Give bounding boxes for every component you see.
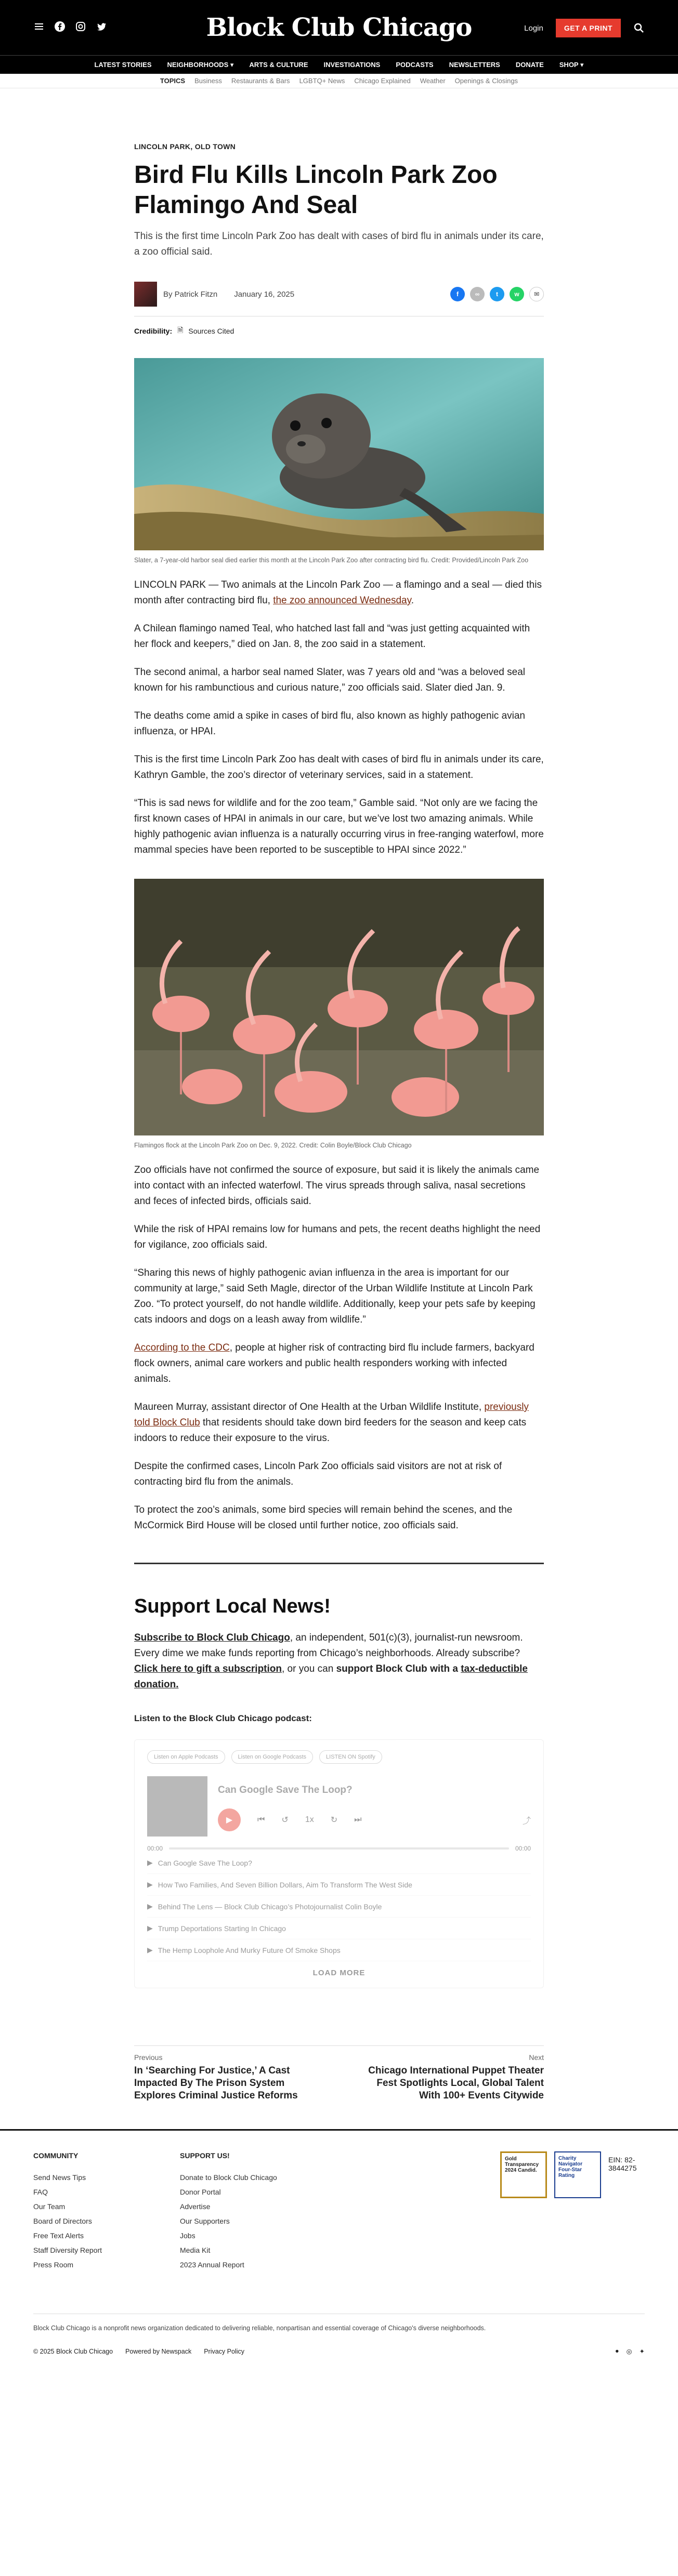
episode-title: Can Google Save The Loop? [218,1785,353,1795]
twitter-icon[interactable]: ✦ [639,2348,645,2355]
footer-link[interactable]: FAQ [33,2188,48,2196]
candid-seal[interactable]: Gold Transparency 2024 Candid. [500,2151,547,2198]
topic-link[interactable]: Business [194,77,222,85]
episode-label: How Two Families, And Seven Billion Dollars, Aim To Transform The West Side [158,1880,412,1889]
footer-link[interactable]: Media Kit [180,2246,211,2254]
next-label: Next [529,2053,544,2062]
previous-label: Previous [134,2053,163,2062]
block-club-previous-link[interactable]: previously told Block Club [134,1402,529,1428]
author-name[interactable]: By Patrick Fitzn [163,289,218,299]
credibility-row [134,325,544,337]
login-link[interactable]: Login [524,23,543,33]
footer-link[interactable]: Free Text Alerts [33,2231,84,2240]
support-title: Support Local News! [134,1595,331,1617]
podcast-heading: Listen to the Block Club Chicago podcast: [134,1713,312,1723]
topic-link[interactable]: Weather [420,77,446,85]
topics-bar [0,74,678,88]
topic-link[interactable]: Openings & Closings [454,77,518,85]
footer-mission: Block Club Chicago is a nonprofit news organization dedicated to delivering reliable, nonpartisan and essential coverage of Chicago's diverse neighborhoods. [33,2314,645,2332]
instagram-icon[interactable] [75,21,86,32]
paragraph: “Sharing this news of highly pathogenic avian influenza in the area is important for our community at large,” said Seth Magle, director of the Urban Wildlife Institute at Lincoln Park Zoo. “To protect yourself, do not handle wildlife. Additionally, keep your pets safe by keeping cats indoors and dogs on a leash away from wildlife.” [134,1267,536,1325]
time-total: 00:00 [515,1845,531,1852]
email-share-icon[interactable]: ✉ [529,287,544,301]
instagram-icon[interactable]: ◎ [626,2348,632,2355]
nav-podcasts[interactable]: PODCASTS [396,61,434,69]
text: support Block Club with a [336,1663,461,1674]
charity-navigator-seal[interactable]: Charity Navigator Four-Star Rating [554,2151,601,2198]
whatsapp-share-icon[interactable]: w [510,287,524,301]
spotify-badge[interactable]: LISTEN ON Spotify [319,1750,382,1764]
twitter-icon[interactable] [96,21,107,32]
get-print-button[interactable]: GET A PRINT [556,19,621,37]
next-post[interactable] [357,2053,544,2102]
text: that residents should take down bird feeders for the season and keep cats indoors to reduce their exposure to the virus. [134,1417,527,1444]
search-icon[interactable] [633,22,645,34]
flamingo-photo [134,879,544,1135]
apple-podcasts-badge[interactable]: Listen on Apple Podcasts [147,1750,225,1764]
paragraph: While the risk of HPAI remains low for humans and pets, the recent deaths highlight the need for vigilance, zoo officials said. [134,1224,541,1250]
paragraph: To protect the zoo’s animals, some bird species will remain behind the scenes, and the McCormick Bird House will be closed until further notice, zoo officials said. [134,1504,513,1531]
previous-post[interactable] [134,2053,321,2102]
nav-neighborhoods[interactable]: NEIGHBORHOODS ▾ [167,60,234,69]
nav-investigations[interactable]: INVESTIGATIONS [323,61,381,69]
ein-number: EIN: 82-3844275 [608,2156,637,2172]
photo-caption: Slater, a 7-year-old harbor seal died earlier this month at the Lincoln Park Zoo after contracting bird flu. Credit: Provided/Lincoln Park Zoo [134,557,529,564]
paragraph [134,1399,544,1446]
sources-cited-icon: 🗎 [177,326,184,334]
text: , people at higher risk of contracting bird flu include farmers, backyard flock owners, animal care workers and public health responders working with infected animals. [134,1342,534,1384]
facebook-share-icon[interactable]: f [450,287,465,301]
publish-date: January 16, 2025 [234,289,295,299]
rewind-icon[interactable]: ↺ [281,1816,289,1825]
next-icon[interactable]: ⏭ [354,1815,362,1824]
episode-label: The Hemp Loophole And Murky Future Of Smoke Shops [158,1946,341,1954]
byline [134,281,544,308]
play-icon: ▶ [147,1880,153,1888]
article-dek: This is the first time Lincoln Park Zoo has dealt with cases of bird flu in animals under its care, a zoo official said. [134,231,544,257]
footer-link[interactable]: Send News Tips [33,2173,86,2182]
play-icon[interactable]: ▶ [218,1808,241,1831]
gift-subscription-link[interactable]: Click here to gift a subscription [134,1663,282,1674]
footer-heading: SUPPORT US! [180,2151,230,2160]
facebook-icon[interactable]: ● [615,2347,619,2355]
previous-title[interactable]: In ‘Searching For Justice,’ A Cast Impacted By The Prison System Explores Criminal Justice Reforms [134,2065,298,2101]
photo-caption: Flamingos flock at the Lincoln Park Zoo on Dec. 9, 2022. Credit: Colin Boyle/Block Club Chicago [134,1142,412,1149]
paragraph: Zoo officials have not confirmed the source of exposure, but said it is likely the animals came into contact with an infected waterfowl. The virus spreads through saliva, nasal secretions and feces of infected birds, officials said. [134,1165,540,1207]
site-header [0,0,678,55]
play-icon: ▶ [147,1858,153,1867]
paragraph: The deaths come amid a spike in cases of bird flu, also known as highly pathogenic avian influenza, or HPAI. [134,710,525,737]
divider [134,1563,544,1564]
author-avatar[interactable] [134,282,157,307]
support-text [134,1630,544,1693]
play-icon: ▶ [147,1924,153,1932]
paragraph: This is the first time Lincoln Park Zoo has dealt with cases of bird flu in animals under its care, Kathryn Gamble, the zoo’s director of veterinary services, said in a statement. [134,754,544,781]
footer-link[interactable]: Donate to Block Club Chicago [180,2173,277,2182]
footer-link[interactable]: Donor Portal [180,2188,221,2196]
footer-link[interactable]: Press Room [33,2261,74,2269]
menu-icon[interactable] [33,21,45,32]
credibility-label: Credibility: [134,327,173,335]
footer-link[interactable]: Our Team [33,2202,66,2211]
copyright: © 2025 Block Club Chicago [33,2347,113,2355]
episode-label: Behind The Lens — Block Club Chicago’s Photojournalist Colin Boyle [158,1902,382,1911]
footer-heading: COMMUNITY [33,2151,79,2160]
share-icon[interactable]: ⤴ [522,1816,531,1826]
episode-item[interactable] [147,1852,531,1874]
play-icon: ▶ [147,1946,153,1954]
paragraph: Despite the confirmed cases, Lincoln Park Zoo officials said visitors are not at risk of contracting bird flu from the animals. [134,1461,502,1487]
podcast-cover [147,1776,207,1837]
privacy-policy-link[interactable]: Privacy Policy [204,2347,244,2355]
footer-community [33,2151,102,2272]
facebook-icon[interactable] [54,21,66,32]
load-more-button[interactable]: LOAD MORE [312,1969,366,1977]
topic-link[interactable]: LGBTQ+ News [299,77,345,85]
post-navigation [134,2045,544,2102]
powered-by-link[interactable]: Powered by Newspack [125,2347,192,2355]
article-title: Bird Flu Kills Lincoln Park Zoo Flamingo And Seal [134,161,498,219]
main-nav [0,55,678,74]
text: LINCOLN PARK — Two animals at the Lincoln Park Zoo — a flamingo and a seal — died this month after contracting bird flu, [134,579,542,606]
article [134,142,544,2102]
forward-icon[interactable]: ↻ [330,1816,338,1825]
text: . [411,595,414,606]
site-footer [0,2129,678,2381]
paragraph: A Chilean flamingo named Teal, who hatched last fall and “was just getting acquainted with her flock and keepers,” died on Jan. 8, the zoo said in a statement. [134,623,530,650]
episode-item[interactable] [147,1918,531,1939]
text: , an independent, 501(c)(3), journalist-run newsroom. Every dime we make funds reporting from Chicago’s neighborhoods. Already subscribe? [134,1632,523,1659]
text: Maureen Murray, assistant director of One Health at the Urban Wildlife Institute, [134,1402,485,1412]
paragraph: “This is sad news for wildlife and for the zoo team,” Gamble said. “Not only are we facing the first known cases of HPAI in animals in our care, but we’ve lost two amazing animals. While highly pathogenic avian influenza is a naturally occurring virus in free-ranging waterfowl, more mammal species have been reported to be susceptible to HPAI since 2022.” [134,798,544,855]
episode-label: Can Google Save The Loop? [158,1858,252,1867]
site-logo[interactable]: Block Club Chicago [206,13,472,42]
paragraph [134,577,544,609]
footer-link[interactable]: Staff Diversity Report [33,2246,102,2254]
next-title[interactable]: Chicago International Puppet Theater Fest Spotlights Local, Global Talent With 100+ Events Citywide [368,2065,544,2101]
nav-donate[interactable]: DONATE [515,61,544,69]
nav-arts-culture[interactable]: ARTS & CULTURE [249,61,308,69]
nav-shop[interactable]: SHOP ▾ [559,60,584,69]
play-icon: ▶ [147,1902,153,1910]
link-share-icon[interactable]: ∞ [470,287,485,301]
nav-newsletters[interactable]: NEWSLETTERS [449,61,500,69]
footer-link[interactable]: Board of Directors [33,2217,92,2225]
footer-link[interactable]: Jobs [180,2231,195,2240]
subscribe-link[interactable]: Subscribe to Block Club Chicago [134,1632,290,1643]
topic-link[interactable]: Chicago Explained [354,77,411,85]
google-podcasts-badge[interactable]: Listen on Google Podcasts [231,1750,313,1764]
speed-icon[interactable]: 1x [305,1815,314,1824]
topic-link[interactable]: Restaurants & Bars [231,77,290,85]
cdc-link[interactable]: According to the CDC [134,1342,230,1353]
seal-photo [134,358,544,550]
zoo-announcement-link[interactable]: the zoo announced Wednesday [273,595,411,606]
article-kicker[interactable]: LINCOLN PARK, OLD TOWN [134,142,236,151]
nav-latest-stories[interactable]: LATEST STORIES [94,61,152,69]
episode-item[interactable] [147,1939,531,1961]
donation-link[interactable]: tax-deductible donation. [134,1663,528,1690]
footer-link[interactable]: Advertise [180,2202,211,2211]
footer-link[interactable]: 2023 Annual Report [180,2261,244,2269]
previous-icon[interactable]: ⏮ [257,1815,265,1824]
text: , or you can [282,1663,336,1674]
episode-label: Trump Deportations Starting In Chicago [158,1924,286,1933]
podcast-player [134,1739,544,1988]
footer-support [180,2151,277,2272]
episode-item[interactable] [147,1896,531,1918]
paragraph [134,1340,544,1387]
topics-label: TOPICS [160,77,186,85]
episode-item[interactable] [147,1874,531,1896]
twitter-share-icon[interactable]: t [490,287,504,301]
progress-bar[interactable] [169,1847,509,1850]
footer-link[interactable]: Our Supporters [180,2217,230,2225]
share-buttons [450,287,544,301]
paragraph: The second animal, a harbor seal named Slater, was 7 years old and “was a beloved seal known for his rambunctious and curious nature,” zoo officials said. Slater died Jan. 9. [134,667,525,693]
time-elapsed: 00:00 [147,1845,163,1852]
credibility-value[interactable]: Sources Cited [188,327,234,335]
